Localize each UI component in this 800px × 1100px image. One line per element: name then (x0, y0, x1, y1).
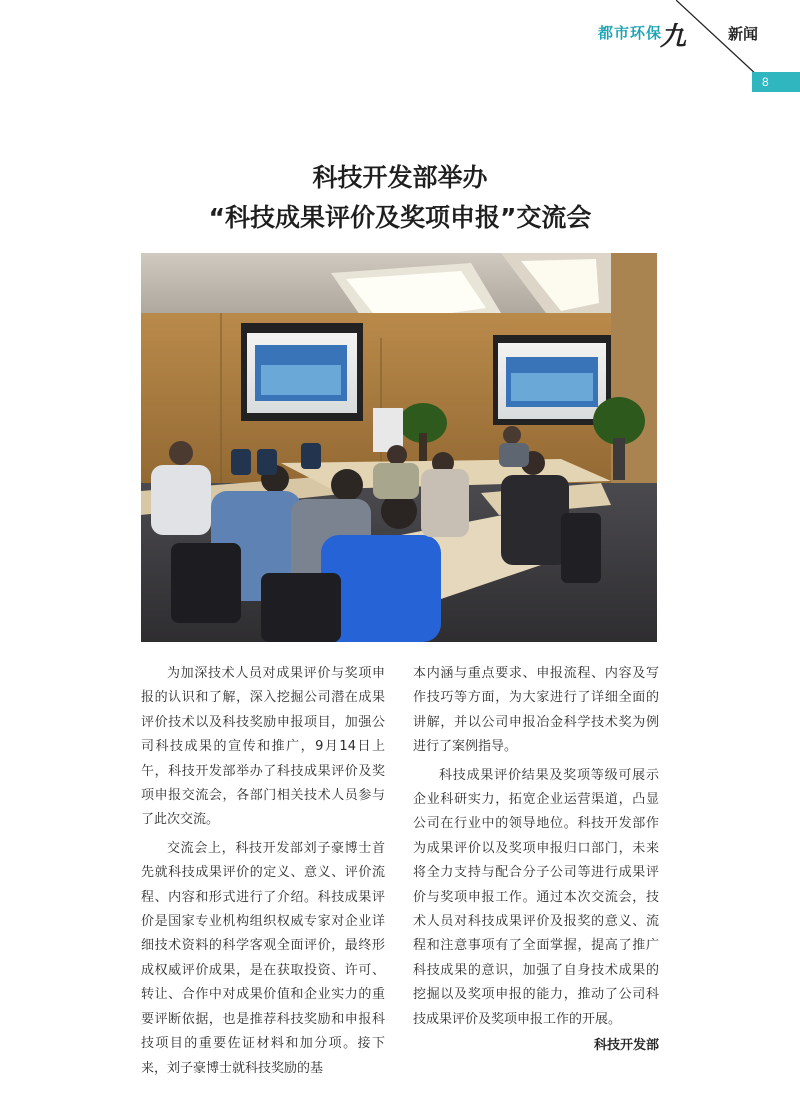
page-number: 8 (752, 72, 800, 92)
body-paragraph: 本内涵与重点要求、申报流程、内容及写作技巧等方面，为大家进行了详细全面的讲解，并以公司申报冶金科学技术奖为例进行了案例指导。 (413, 666, 659, 755)
article-title-line-2: “科技成果评价及奖项申报”交流会 (208, 203, 592, 232)
article-author: 科技开发部 (593, 1038, 659, 1054)
magazine-name: 都市环保 (598, 24, 663, 42)
meeting-photo (141, 253, 657, 642)
article-body-right-column (413, 662, 659, 1053)
section-label: 新闻 (728, 26, 759, 43)
body-paragraph: 交流会上，科技开发部刘子豪博士首先就科技成果评价的定义、意义、评价流程、内容和形式进行了介绍。科技成果评价是国家专业机构组织权威专家对企业详细技术资料的科学客观全面评价，最终形成权威评价成果，是在获取投资、许可、转让、合作中对成果价值和企业实力的重要评断依据，也是推荐科技奖励和申报科技项目的重要佐证材料和加分项。接下来，刘子豪博士就科技奖励的基 (141, 840, 385, 1076)
body-paragraph: 科技成果评价结果及奖项等级可展示企业科研实力，拓宽企业运营渠道，凸显公司在行业中的领导地位。科技开发部作为成果评价以及奖项申报归口部门，未来将全力支持与配合分子公司等进行成果评价与奖项申报工作。通过本次交流会，技术人员对科技成果评价及报奖的意义、流程和注意事项有了全面掌握，提高了推广科技成果的意识，加强了自身技术成果的挖掘以及奖项申报的能力，推动了公司科技成果评价及奖项申报工作的开展。 (413, 767, 659, 1027)
article-title-line-1: 科技开发部举办 (312, 163, 488, 192)
body-paragraph: 为加深技术人员对成果评价与奖项申报的认识和了解，深入挖掘公司潜在成果评价技术以及科技奖励申报项目，加强公司科技成果的宣传和推广，9月14日上午，科技开发部举办了科技成果评价及奖项申报交流会，各部门相关技术人员参与了此次交流。 (141, 666, 385, 828)
article-body-left-column (141, 662, 385, 1081)
magazine-logo: 九 (660, 22, 687, 52)
